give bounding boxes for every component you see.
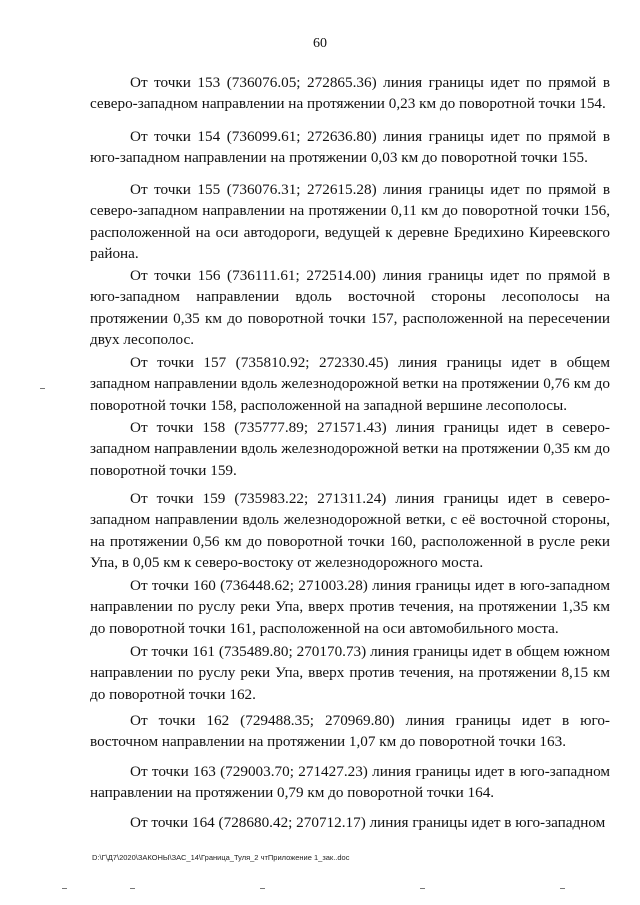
paragraph-point-160: От точки 160 (736448.62; 271003.28) линия границы идет в юго-западном направлении по руслу реки Упа, вверх против течения, на протяжении 1,35 км до поворотной точки 161, расположенной на оси автомобильного моста. bbox=[90, 577, 610, 637]
scan-mark bbox=[560, 888, 565, 889]
paragraph-point-155: От точки 155 (736076.31; 272615.28) линия границы идет по прямой в северо-западном направлении на протяжении 0,11 км до поворотной точки 156, расположенной на оси автодороги, ведущей к деревне Бредихино Киреевского района. bbox=[90, 181, 610, 263]
paragraph-point-154: От точки 154 (736099.61; 272636.80) линия границы идет по прямой в юго-западном направлении на протяжении 0,03 км до поворотной точки 155. bbox=[90, 128, 610, 167]
paragraph-point-164: От точки 164 (728680.42; 270712.17) линия границы идет в юго-западном bbox=[130, 814, 606, 831]
scan-mark bbox=[420, 888, 425, 889]
paragraph-point-157: От точки 157 (735810.92; 272330.45) линия границы идет в общем западном направлении вдоль железнодорожной ветки на протяжении 0,76 км до поворотной точки 158, расположенной на западной вершине лесополосы. bbox=[90, 354, 610, 414]
footer-file-path: D:\Г\Д7\2020\ЗАКОНЫ\ЗАС_14\Граница_Туля_2 чтПриложение 1_зак..doc bbox=[92, 853, 350, 862]
paragraph-point-153: От точки 153 (736076.05; 272865.36) линия границы идет по прямой в северо-западном направлении на протяжении 0,23 км до поворотной точки 154. bbox=[90, 74, 610, 113]
paragraph-point-163: От точки 163 (729003.70; 271427.23) линия границы идет в юго-западном направлении на протяжении 0,79 км до поворотной точки 164. bbox=[90, 763, 610, 802]
scan-mark bbox=[130, 888, 135, 889]
paragraph-point-158: От точки 158 (735777.89; 271571.43) линия границы идет в северо-западном направлении вдоль железнодорожной ветки на протяжении 0,35 км до поворотной точки 159. bbox=[90, 419, 610, 479]
paragraph-point-161: От точки 161 (735489.80; 270170.73) линия границы идет в общем южном направлении по руслу реки Упа, вверх против течения, на протяжении 8,15 км до поворотной точки 162. bbox=[90, 643, 610, 703]
scan-mark bbox=[62, 888, 67, 889]
page-number: 60 bbox=[313, 36, 327, 51]
paragraph-point-159: От точки 159 (735983.22; 271311.24) линия границы идет в северо-западном направлении вдоль железнодорожной ветки, с её восточной стороны, на протяжении 0,56 км до поворотной точки 160, расположенной в русле реки Упа, в 0,05 км к северо-востоку от железнодорожного моста. bbox=[90, 490, 610, 572]
paragraph-point-156: От точки 156 (736111.61; 272514.00) линия границы идет по прямой в юго-западном направлении вдоль восточной стороны лесополосы на протяжении 0,35 км до поворотной точки 157, расположенной на пересечении двух лесополос. bbox=[90, 267, 610, 349]
scan-mark bbox=[260, 888, 265, 889]
scan-mark bbox=[40, 388, 45, 389]
paragraph-point-162: От точки 162 (729488.35; 270969.80) линия границы идет в юго-восточном направлении на протяжении 1,07 км до поворотной точки 163. bbox=[90, 712, 610, 751]
